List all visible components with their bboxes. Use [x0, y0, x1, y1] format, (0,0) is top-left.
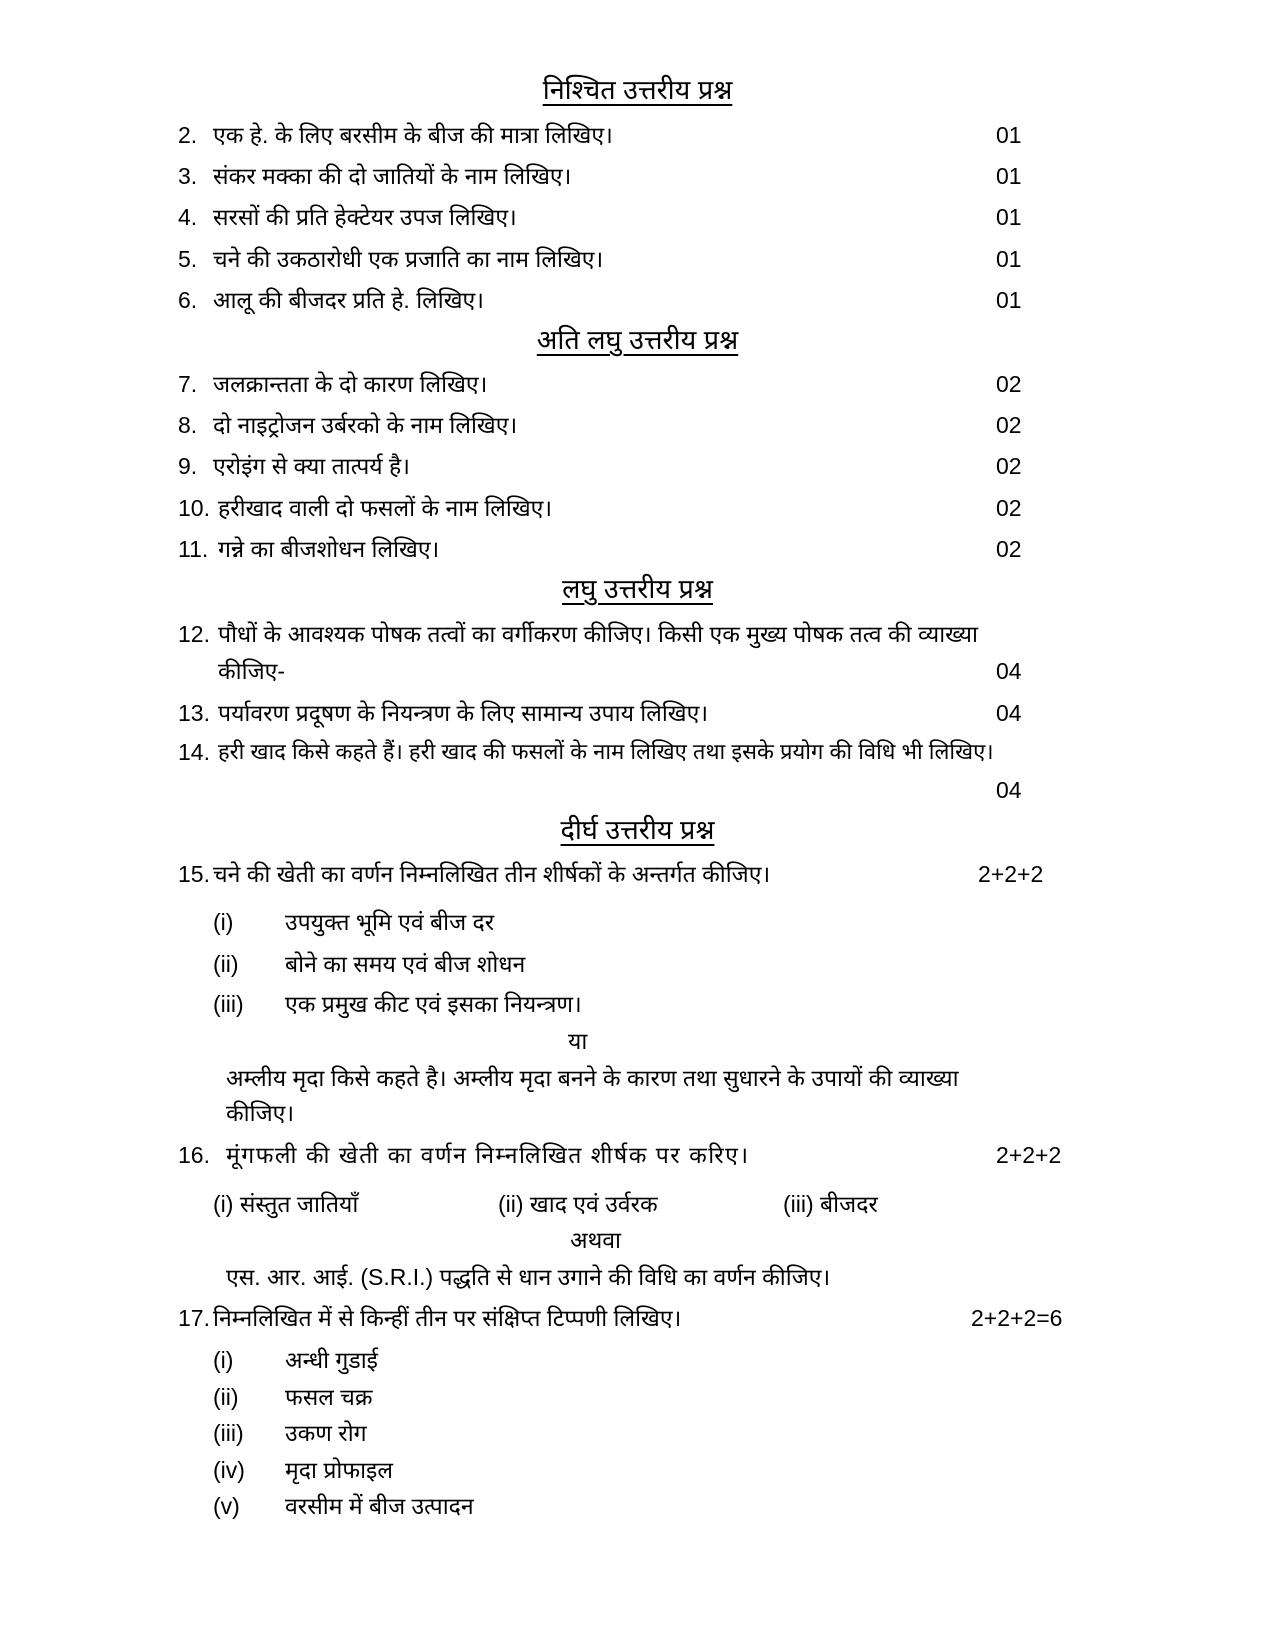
question-marks: 01 [996, 204, 1022, 230]
alternate-question-text-continued: कीजिए। [226, 1100, 295, 1126]
question-text: चने की उकठारोधी एक प्रजाति का नाम लिखिए। [213, 246, 604, 272]
question-number: 12. [178, 621, 210, 647]
question-marks: 01 [996, 122, 1022, 148]
sub-item-text: फसल चक्र [285, 1384, 373, 1410]
section-heading-short: लघु उत्तरीय प्रश्न [562, 574, 713, 604]
question-marks: 01 [996, 246, 1022, 272]
question-number: 3. [178, 163, 198, 189]
sub-item: (iii) बीजदर [783, 1191, 878, 1217]
sub-item: (ii) खाद एवं उर्वरक [498, 1191, 658, 1217]
question-marks: 04 [996, 700, 1022, 726]
question-number: 14. [178, 739, 210, 765]
sub-item: (i) संस्तुत जातियाँ [213, 1191, 359, 1217]
question-marks: 2+2+2 [996, 1142, 1062, 1168]
question-marks: 02 [996, 412, 1022, 438]
sub-item-label: (iv) [213, 1457, 245, 1483]
question-text: हरीखाद वाली दो फसलों के नाम लिखिए। [218, 495, 553, 521]
sub-item-text: मृदा प्रोफाइल [285, 1457, 393, 1483]
question-text: एरोइंग से क्या तात्पर्य है। [213, 453, 410, 479]
question-marks: 02 [996, 495, 1022, 521]
question-number: 15. [178, 861, 210, 887]
sub-item-label: (iii) [213, 991, 244, 1017]
alternate-question-text: अम्लीय मृदा किसे कहते है। अम्लीय मृदा बनने के कारण तथा सुधारने के उपायों की व्याख्या [226, 1065, 959, 1091]
alternate-question-text: एस. आर. आई. (S.R.I.) पद्धति से धान उगाने की विधि का वर्णन कीजिए। [226, 1264, 831, 1290]
sub-item-text: वरसीम में बीज उत्पादन [285, 1493, 474, 1519]
question-text: पौधों के आवश्यक पोषक तत्वों का वर्गीकरण कीजिए। किसी एक मुख्य पोषक तत्व की व्याख्या [218, 621, 978, 647]
sub-item-text: उकण रोग [285, 1420, 367, 1446]
question-text: चने की खेती का वर्णन निम्नलिखित तीन शीर्षकों के अन्तर्गत कीजिए। [213, 861, 771, 887]
sub-item-text: बोने का समय एवं बीज शोधन [285, 951, 526, 977]
question-number: 4. [178, 204, 198, 230]
question-number: 5. [178, 246, 198, 272]
question-marks: 2+2+2 [978, 861, 1044, 887]
sub-item-label: (ii) [213, 1384, 239, 1410]
question-number: 13. [178, 700, 210, 726]
question-text: निम्नलिखित में से किन्हीं तीन पर संक्षिप्त टिप्पणी लिखिए। [213, 1305, 682, 1331]
sub-item-label: (i) [213, 909, 234, 935]
question-marks: 04 [996, 777, 1022, 803]
question-number: 6. [178, 287, 198, 313]
section-heading-long: दीर्घ उत्तरीय प्रश्न [560, 815, 715, 845]
question-marks: 01 [996, 163, 1022, 189]
sub-item-text: उपयुक्त भूमि एवं बीज दर [285, 909, 495, 935]
question-marks: 01 [996, 287, 1022, 313]
question-text: दो नाइट्रोजन उर्बरको के नाम लिखिए। [213, 412, 518, 438]
sub-item-label: (i) [213, 1347, 234, 1373]
sub-item-label: (ii) [213, 951, 239, 977]
question-marks: 02 [996, 453, 1022, 479]
question-number: 7. [178, 371, 198, 397]
question-text: पर्यावरण प्रदूषण के नियन्त्रण के लिए सामान्य उपाय लिखिए। [218, 700, 709, 726]
sub-item-label: (iii) [213, 1420, 244, 1446]
question-number: 10. [178, 495, 210, 521]
question-number: 8. [178, 412, 198, 438]
question-number: 11. [178, 536, 209, 562]
question-number: 9. [178, 453, 198, 479]
question-text: हरी खाद किसे कहते हैं। हरी खाद की फसलों के नाम लिखिए तथा इसके प्रयोग की विधि भी लिखिए। [218, 739, 994, 764]
question-number: 16. [178, 1142, 210, 1168]
question-text: गन्ने का बीजशोधन लिखिए। [218, 536, 440, 562]
question-marks: 02 [996, 536, 1022, 562]
sub-item-text: अन्धी गुडाई [285, 1347, 378, 1373]
section-heading-very-short: अति लघु उत्तरीय प्रश्न [536, 325, 739, 355]
sub-item-label: (v) [213, 1493, 240, 1519]
question-marks: 02 [996, 371, 1022, 397]
or-separator: अथवा [570, 1227, 622, 1253]
or-separator: या [568, 1028, 588, 1054]
question-text: संकर मक्का की दो जातियों के नाम लिखिए। [213, 163, 572, 189]
question-text: एक हे. के लिए बरसीम के बीज की मात्रा लिखिए। [213, 122, 613, 148]
section-heading-definite: निश्चित उत्तरीय प्रश्न [542, 75, 733, 105]
question-text: मूंगफली की खेती का वर्णन निम्नलिखित शीर्षक पर करिए। [226, 1142, 750, 1168]
question-text: आलू की बीजदर प्रति हे. लिखिए। [213, 287, 484, 313]
question-marks: 04 [996, 658, 1022, 684]
question-marks: 2+2+2=6 [971, 1305, 1063, 1331]
sub-item-text: एक प्रमुख कीट एवं इसका नियन्त्रण। [285, 991, 582, 1017]
question-number: 17. [178, 1305, 210, 1331]
question-text: सरसों की प्रति हेक्टेयर उपज लिखिए। [213, 204, 517, 230]
question-text-continued: कीजिए- [218, 658, 286, 684]
question-number: 2. [178, 122, 198, 148]
question-text: जलक्रान्तता के दो कारण लिखिए। [213, 371, 488, 397]
